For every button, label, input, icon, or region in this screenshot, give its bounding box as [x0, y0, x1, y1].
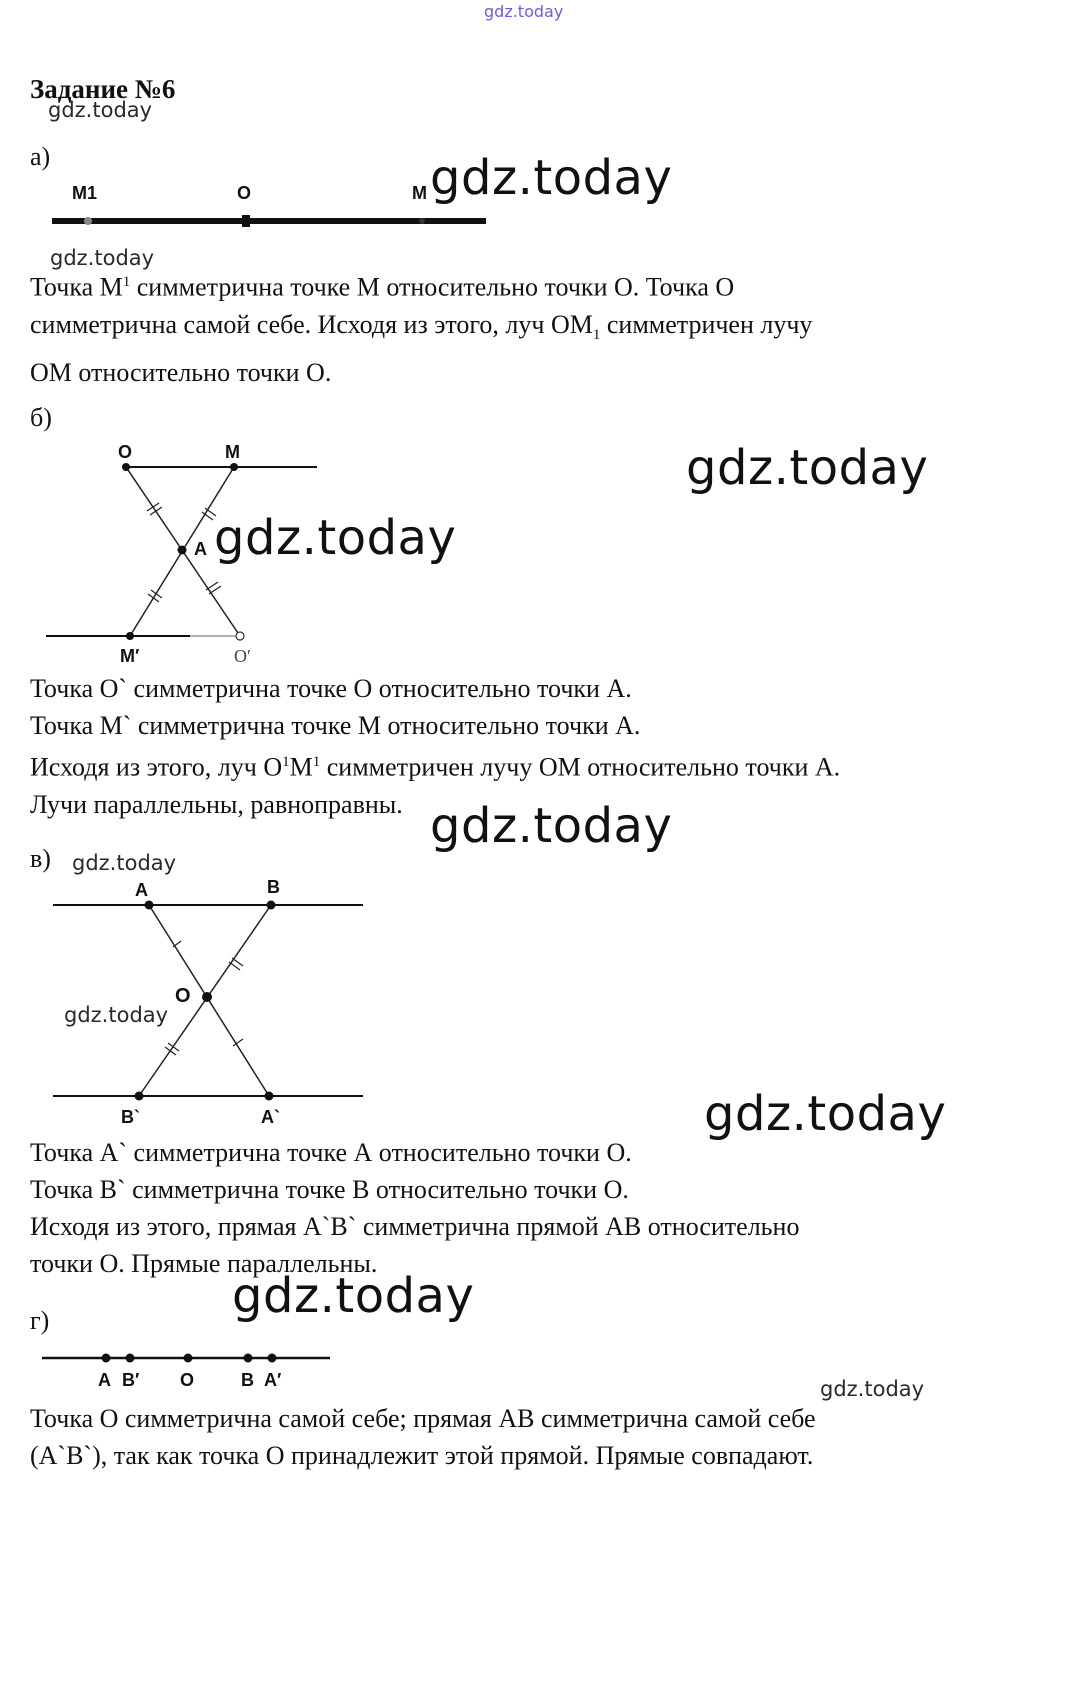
- label-b: B: [241, 1370, 254, 1390]
- text-v: Точка А` симметрична точке А относительно точки О. Точка В` симметрична точке В относительно точки О. Исходя из этого, прямая А`В` симметрична прямой АВ относительно точки О. Прямые параллельны.: [30, 1138, 800, 1278]
- label-m1: M1: [72, 183, 98, 203]
- watermark: gdz.today: [64, 1003, 169, 1027]
- watermark: gdz.today: [430, 798, 673, 854]
- label-b-tick: B`: [121, 1107, 140, 1127]
- watermark: gdz.today: [820, 1377, 925, 1401]
- label-a-tick: A`: [261, 1107, 280, 1127]
- label-m-prime: M′: [120, 646, 140, 666]
- watermark: gdz.today: [50, 246, 155, 270]
- point-o: [242, 215, 250, 227]
- label-m: M: [412, 183, 427, 203]
- label-a-prime: A′: [264, 1370, 282, 1390]
- label-o: O: [180, 1370, 195, 1390]
- label-o: O: [237, 183, 252, 203]
- point-m1: [84, 217, 92, 225]
- text-b: Точка О` симметрична точке О относительно точки А. Точка М` симметрична точке М относительно точки А. Исходя из этого, луч $О^1М^1$ симметричен лучу ОМ относительно точки А. Лучи параллельны, равноправны.: [30, 674, 841, 819]
- label-o: O: [175, 985, 191, 1007]
- watermark: gdz.today: [704, 1086, 947, 1142]
- part-label-g: г): [30, 1306, 50, 1335]
- label-b-prime: B′: [122, 1370, 140, 1390]
- watermark: gdz.today: [214, 510, 457, 566]
- text-a: Точка $М^1$ симметрична точке М относительно точки О. Точка О симметрична самой себе. Исходя из этого, луч $ОМ_1$ симметричен лучу ОМ относительно точки О.: [30, 272, 813, 387]
- watermark: gdz.today: [686, 440, 929, 496]
- label-o: O: [118, 442, 133, 462]
- watermark: gdz.today: [232, 1268, 475, 1324]
- diagram-v: [45, 874, 375, 1129]
- part-label-v: в): [30, 844, 51, 873]
- text-g: Точка О симметрична самой себе; прямая АВ симметрична самой себе (А`В`), так как точка О принадлежит этой прямой. Прямые совпадают.: [30, 1404, 816, 1470]
- label-m: M: [225, 442, 240, 462]
- label-o-prime: O′: [234, 646, 251, 666]
- label-b: B: [267, 877, 280, 897]
- watermark-top: gdz.today: [484, 2, 564, 21]
- part-label-a: а): [30, 142, 51, 171]
- diagram-a: [40, 175, 500, 245]
- watermark: gdz.today: [72, 851, 177, 875]
- label-a: A: [98, 1370, 111, 1390]
- task-title: Задание №6: [30, 74, 176, 104]
- label-a: A: [135, 880, 148, 900]
- point-m: [419, 218, 425, 224]
- label-a: A: [194, 539, 207, 559]
- part-label-b: б): [30, 403, 52, 432]
- diagram-b: [40, 436, 330, 668]
- watermark: gdz.today: [430, 150, 673, 206]
- diagram-g: [38, 1345, 338, 1395]
- watermark: gdz.today: [48, 98, 153, 122]
